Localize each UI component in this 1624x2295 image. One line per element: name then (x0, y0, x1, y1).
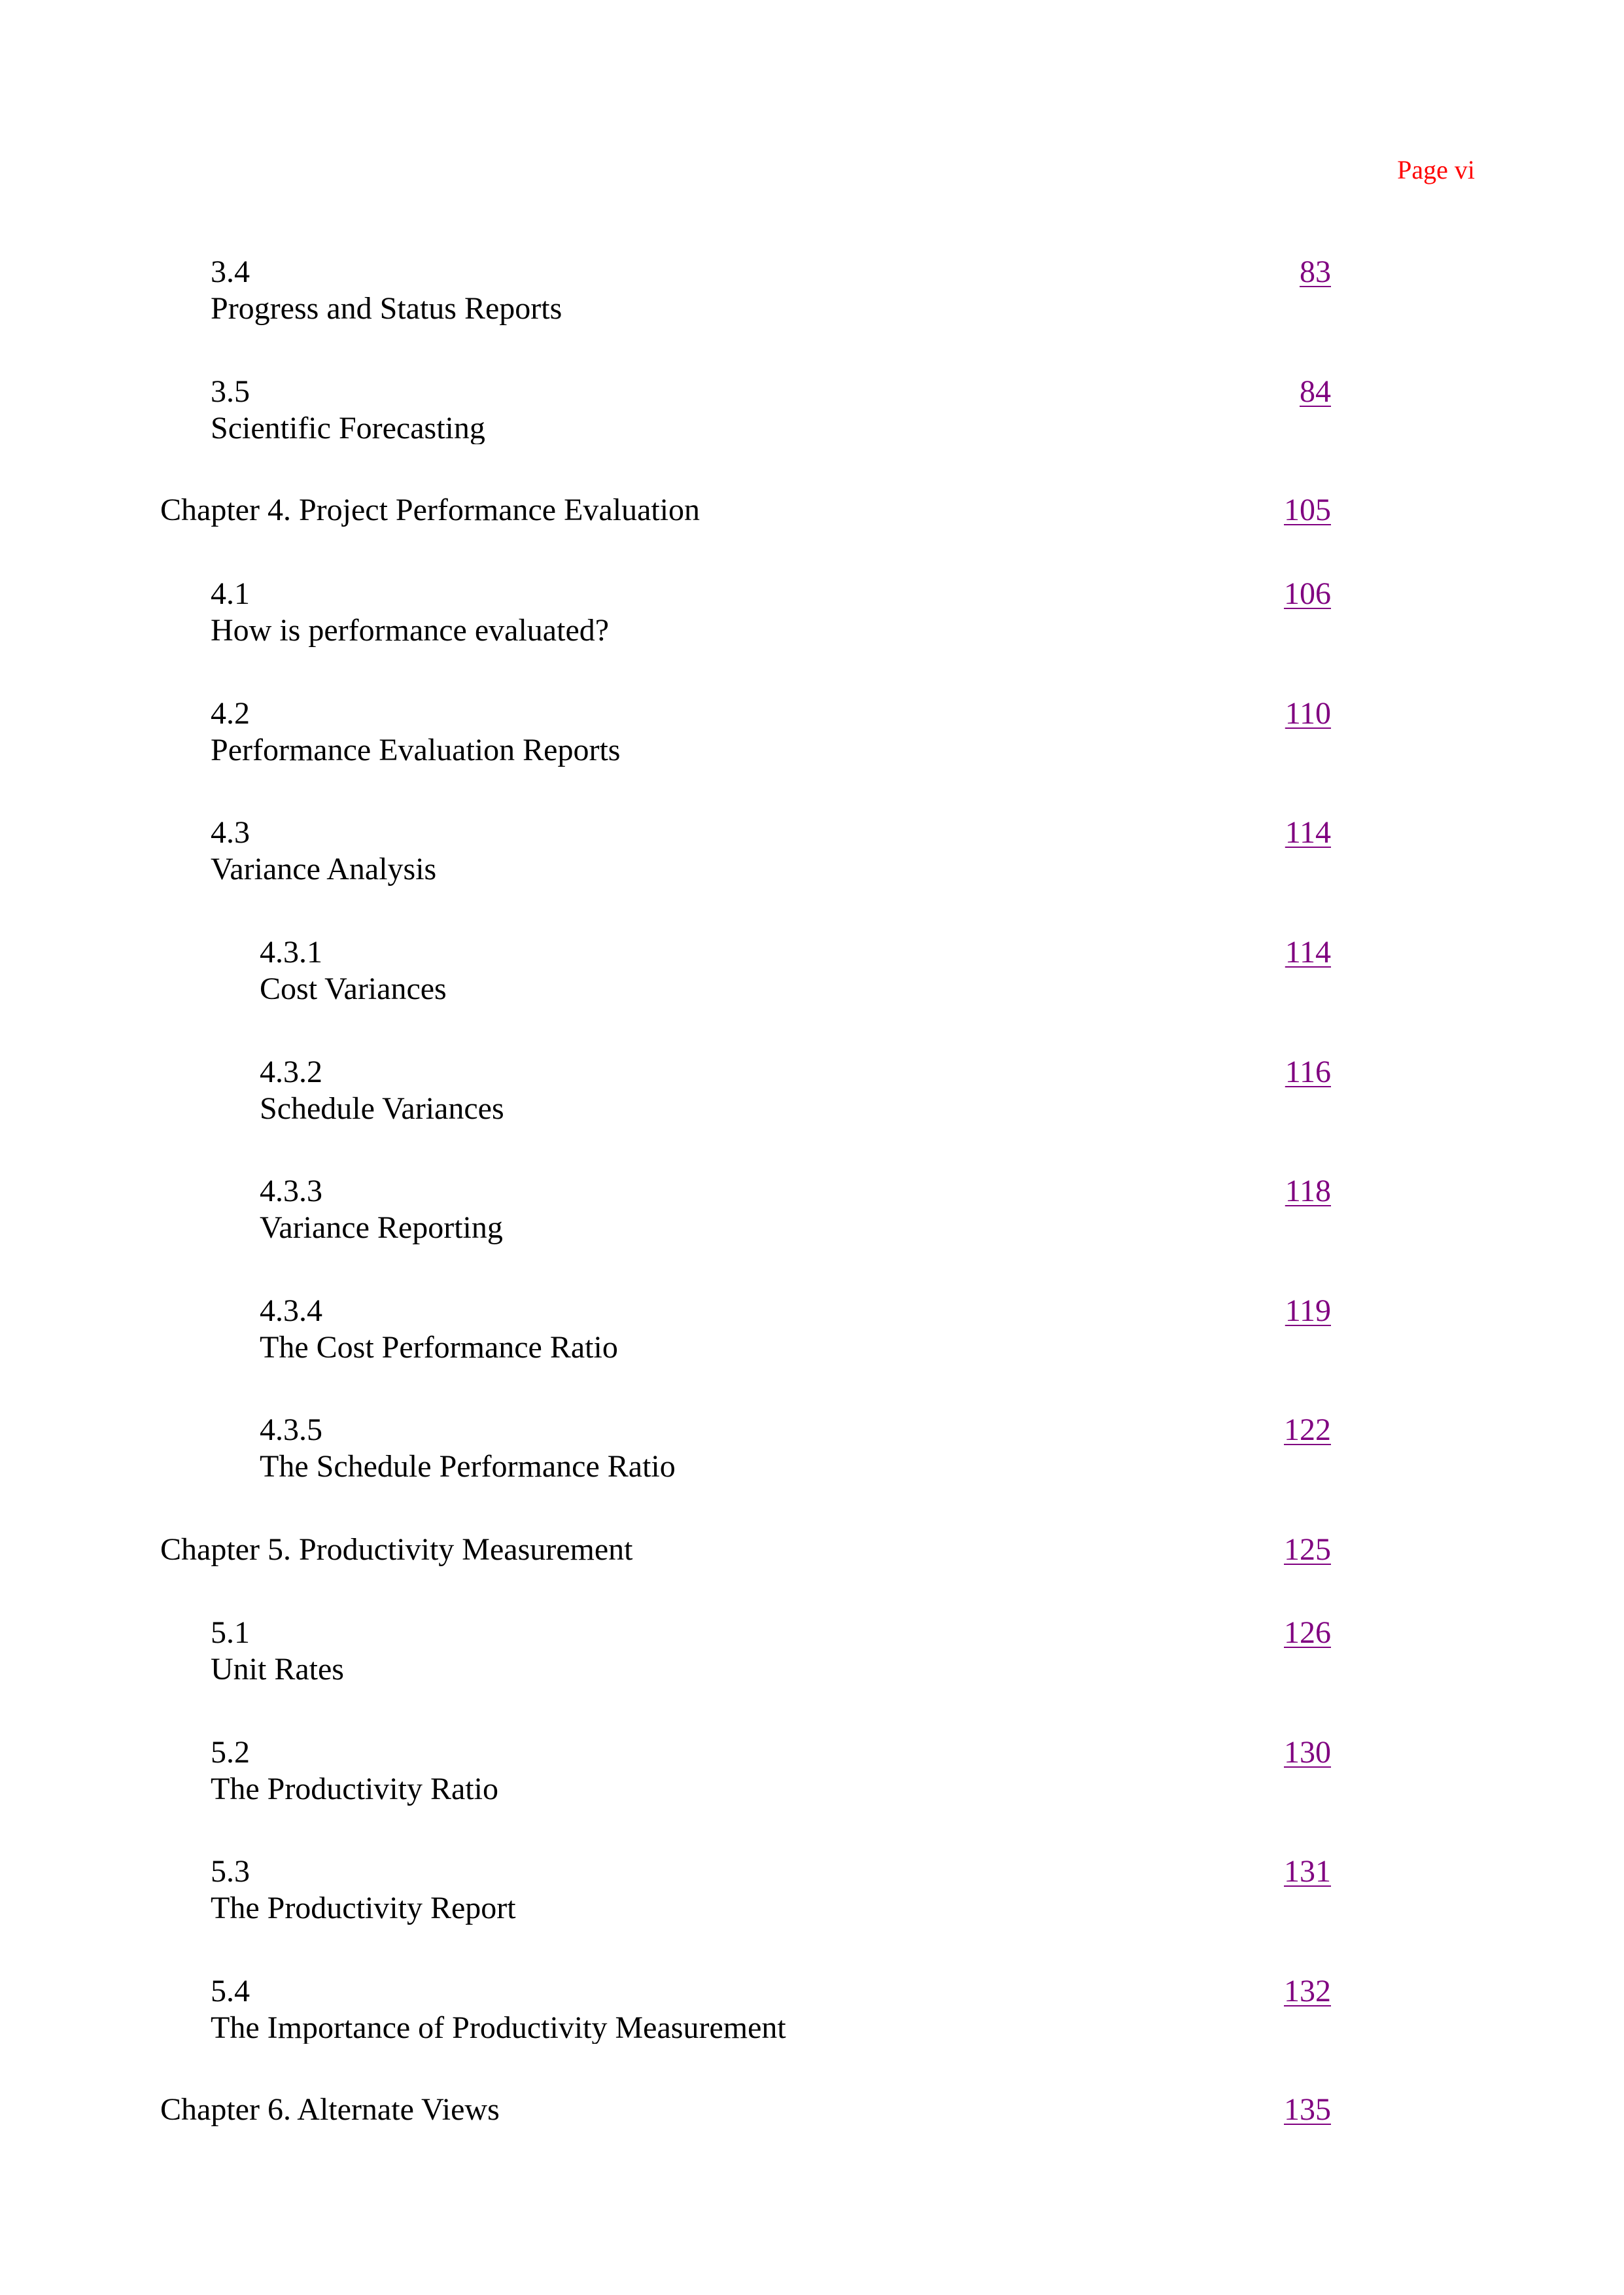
toc-entry (211, 374, 485, 444)
toc-entry (211, 1615, 344, 1700)
page-number-link[interactable]: 126 (1284, 1615, 1331, 1650)
toc-entry (211, 1734, 498, 1819)
toc-entry (260, 1412, 676, 1497)
page-number-link[interactable]: 130 (1284, 1735, 1331, 1770)
section-number: 5.4 (211, 1974, 250, 2008)
page-number-link[interactable]: 116 (1285, 1055, 1331, 1089)
page-number-link[interactable]: 132 (1284, 1974, 1331, 2008)
page-number-link[interactable]: 119 (1285, 1293, 1331, 1328)
section-title: Unit Rates (211, 1652, 344, 1687)
section-title: How is performance evaluated? (211, 613, 610, 648)
toc-entry (211, 815, 436, 900)
section-number: 4.2 (211, 696, 250, 731)
section-title: The Cost Performance Ratio (260, 1330, 618, 1365)
page-number-link[interactable]: 135 (1284, 2092, 1331, 2127)
section-title: Variance Analysis (211, 852, 437, 886)
section-title: Cost Variances (260, 972, 447, 1006)
section-title: The Productivity Report (211, 1891, 516, 1925)
section-number: 4.3.2 (260, 1055, 322, 1089)
chapter-title: Chapter 5. Productivity Measurement (160, 1532, 633, 1567)
toc-entry (211, 576, 609, 661)
section-number: 5.1 (211, 1615, 250, 1650)
section-title: Scientific Forecasting (211, 411, 485, 444)
section-title: Variance Reporting (260, 1210, 503, 1245)
section-number: 5.3 (211, 1854, 250, 1889)
section-title: The Schedule Performance Ratio (260, 1449, 676, 1484)
page-number-link[interactable]: 105 (1284, 493, 1331, 527)
section-number: 4.1 (211, 576, 250, 611)
section-title: Schedule Variances (260, 1091, 504, 1126)
section-number: 4.3.3 (260, 1174, 322, 1208)
page-number-link[interactable]: 122 (1284, 1412, 1331, 1447)
section-number: 3.4 (211, 254, 250, 289)
section-title: Performance Evaluation Reports (211, 733, 621, 767)
page-label: Page vi (1397, 155, 1475, 184)
toc-entry (260, 934, 447, 1019)
page-number-link[interactable]: 114 (1285, 815, 1331, 850)
page-number-link[interactable]: 106 (1284, 576, 1331, 611)
chapter-title: Chapter 6. Alternate Views (160, 2092, 500, 2127)
toc-entry (260, 1173, 503, 1258)
page-number-link[interactable]: 110 (1285, 696, 1331, 731)
toc-entry (211, 254, 562, 339)
page-number-link[interactable]: 114 (1285, 935, 1331, 970)
section-number: 4.3.4 (260, 1293, 322, 1328)
toc-entry (211, 1973, 786, 2044)
section-number: 5.2 (211, 1735, 250, 1770)
section-number: 4.3 (211, 815, 250, 850)
section-title: The Importance of Productivity Measurement (211, 2010, 786, 2044)
section-number: 3.5 (211, 374, 250, 409)
toc-entry (260, 1054, 504, 1139)
page-number-link[interactable]: 131 (1284, 1854, 1331, 1889)
section-title: The Productivity Ratio (211, 1772, 498, 1806)
page-number-link[interactable]: 83 (1300, 254, 1331, 289)
page-number-link[interactable]: 84 (1300, 374, 1331, 409)
toc-entry (260, 1293, 618, 1378)
page-number-link[interactable]: 125 (1284, 1532, 1331, 1567)
toc-entry (211, 695, 620, 780)
section-number: 4.3.5 (260, 1412, 322, 1447)
section-number: 4.3.1 (260, 935, 322, 970)
toc-entry (211, 1853, 516, 1938)
section-title: Progress and Status Reports (211, 291, 562, 326)
page-number-link[interactable]: 118 (1285, 1174, 1331, 1208)
chapter-title: Chapter 4. Project Performance Evaluation (160, 493, 700, 527)
